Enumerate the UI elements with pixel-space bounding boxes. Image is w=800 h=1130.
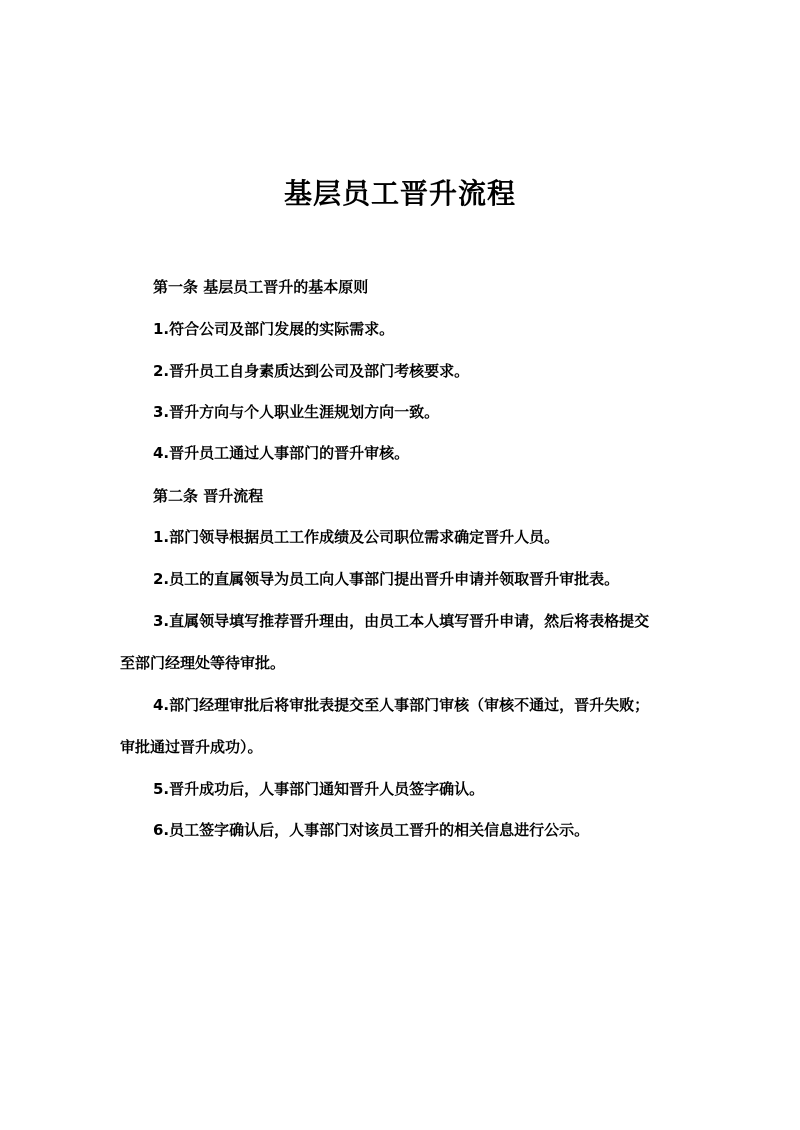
process-item-4-continued: 审批通过晋升成功）。 (120, 738, 263, 756)
principle-item-1: 1.符合公司及部门发展的实际需求。 (153, 320, 395, 338)
document-title: 基层员工晋升流程 (283, 177, 516, 210)
process-item-3: 3.直属领导填写推荐晋升理由，由员工本人填写晋升申请，然后将表格提交 (153, 612, 650, 630)
process-item-6: 6.员工签字确认后，人事部门对该员工晋升的相关信息进行公示。 (153, 821, 590, 839)
principle-item-2: 2.晋升员工自身素质达到公司及部门考核要求。 (153, 362, 470, 380)
section-heading-1: 第一条 基层员工晋升的基本原则 (153, 278, 369, 296)
process-item-5: 5.晋升成功后，人事部门通知晋升人员签字确认。 (153, 780, 485, 798)
process-item-3-continued: 至部门经理处等待审批。 (120, 654, 286, 672)
section-heading-2: 第二条 晋升流程 (153, 487, 264, 505)
principle-item-3: 3.晋升方向与个人职业生涯规划方向一致。 (153, 403, 440, 421)
process-item-1: 1.部门领导根据员工工作成绩及公司职位需求确定晋升人员。 (153, 528, 560, 546)
process-item-2: 2.员工的直属领导为员工向人事部门提出晋升申请并领取晋升审批表。 (153, 570, 620, 588)
process-item-4: 4.部门经理审批后将审批表提交至人事部门审核（审核不通过，晋升失败； (153, 696, 650, 714)
principle-item-4: 4.晋升员工通过人事部门的晋升审核。 (153, 444, 410, 462)
